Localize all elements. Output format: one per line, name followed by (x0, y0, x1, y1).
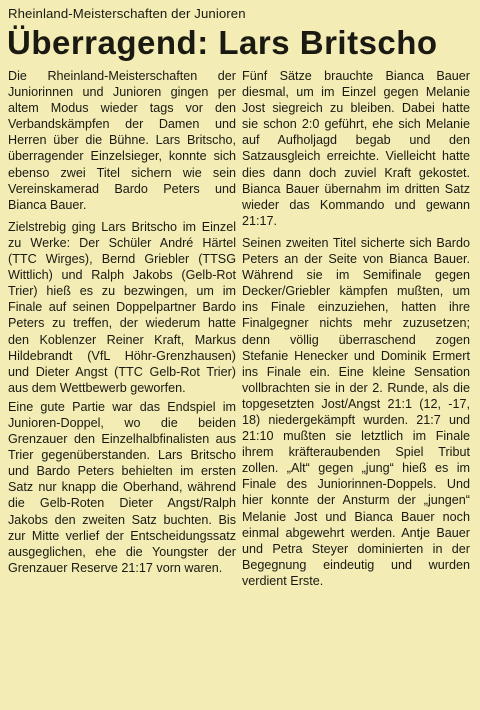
right-column (242, 68, 470, 595)
paragraph-intro: Die Rheinland-Meisterschaften der Juniorinnen und Junioren gingen per altem Modus wieder tags vor den Verbandskämpfen der Damen und Herren über die Bühne. Lars Britscho, überragender Einzelsieger, konnte sich ebenso zwei Titel sichern wie sein Vereinskamerad Bardo Peters und Bianca Bauer. (8, 69, 236, 212)
paragraph-mens-singles: Zielstrebig ging Lars Britscho im Einzel zu Werke: Der Schüler André Härtel (TTC Wirges), Bernd Griebler (TTSG Wittlich) und Ralph Jakobs (Gelb-Rot Trier) hieß es zu bezwingen, um im Finale auf seinen Doppelpartner Bardo Peters zu treffen, der wiederum hatte den Koblenzer Reiner Kraft, Markus Hildebrandt (VfL Höhr-Grenzhausen) und Dieter Angst (TTC Gelb-Rot Trier) aus dem Wettbewerb geworfen. (8, 219, 236, 395)
article-headline: Überragend: Lars Britscho (7, 24, 438, 61)
paragraph-mixed-and-womens-doubles: Seinen zweiten Titel sicherte sich Bardo Peters an der Seite von Bianca Bauer. Während sie im Semifinale gegen Decker/Griebler kämpfen mußten, um ins Finale einzuziehen, hatten ihre Finalgegner nichts mehr zuzusetzen; denn völlig überraschend zogen Stefanie Henecker und Dominik Ermert ins Finale ein. Eine kleine Sensation vollbrachten sie in der 2. Runde, als die topgesetzten Jost/Angst 21:1 (12, -17, 18) niedergekämpft wurden. 21:7 und 21:10 mußten sie letztlich im Finale ihrem kräfteraubenden Spiel Tribut zollen. „Alt“ gegen „jung“ hieß es im Finale des Juniorinnen-Doppels. Und hier konnte der Ansturm der „jungen“ Melanie Jost und Bianca Bauer noch einmal abgewehrt werden. Antje Bauer und Petra Steyer dominierten in der Begegnung eindeutig und wurden verdient Erste. (242, 235, 470, 588)
article-body (8, 68, 470, 595)
paragraph-mens-doubles: Eine gute Partie war das Endspiel im Junioren-Doppel, wo die beiden Grenzauer den Einzelhalbfinalisten aus Trier gegenüberstanden. Lars Britscho und Bardo Peters behielten im ersten Satz nur knapp die Oberhand, während die Gelb-Roten Dieter Angst/Ralph Jakobs den zweiten Satz buchten. Bis zur Mitte verlief der Entscheidungssatz ausgeglichen, ehe die Youngster der Grenzauer Reserve 21:17 vorn waren. (8, 399, 236, 575)
left-column (8, 68, 236, 595)
article-kicker: Rheinland-Meisterschaften der Junioren (8, 6, 246, 21)
paragraph-womens-singles: Fünf Sätze brauchte Bianca Bauer diesmal, um im Einzel gegen Melanie Jost siegreich zu bleiben. Dabei hatte sie schon 2:0 geführt, ehe sich Melanie auf Aufholjagd begab und den Satzausgleich erreichte. Vielleicht hatte dies dann doch zuviel Kraft gekostet. Bianca Bauer übernahm im dritten Satz wieder das Kommando und gewann 21:17. (242, 69, 470, 228)
